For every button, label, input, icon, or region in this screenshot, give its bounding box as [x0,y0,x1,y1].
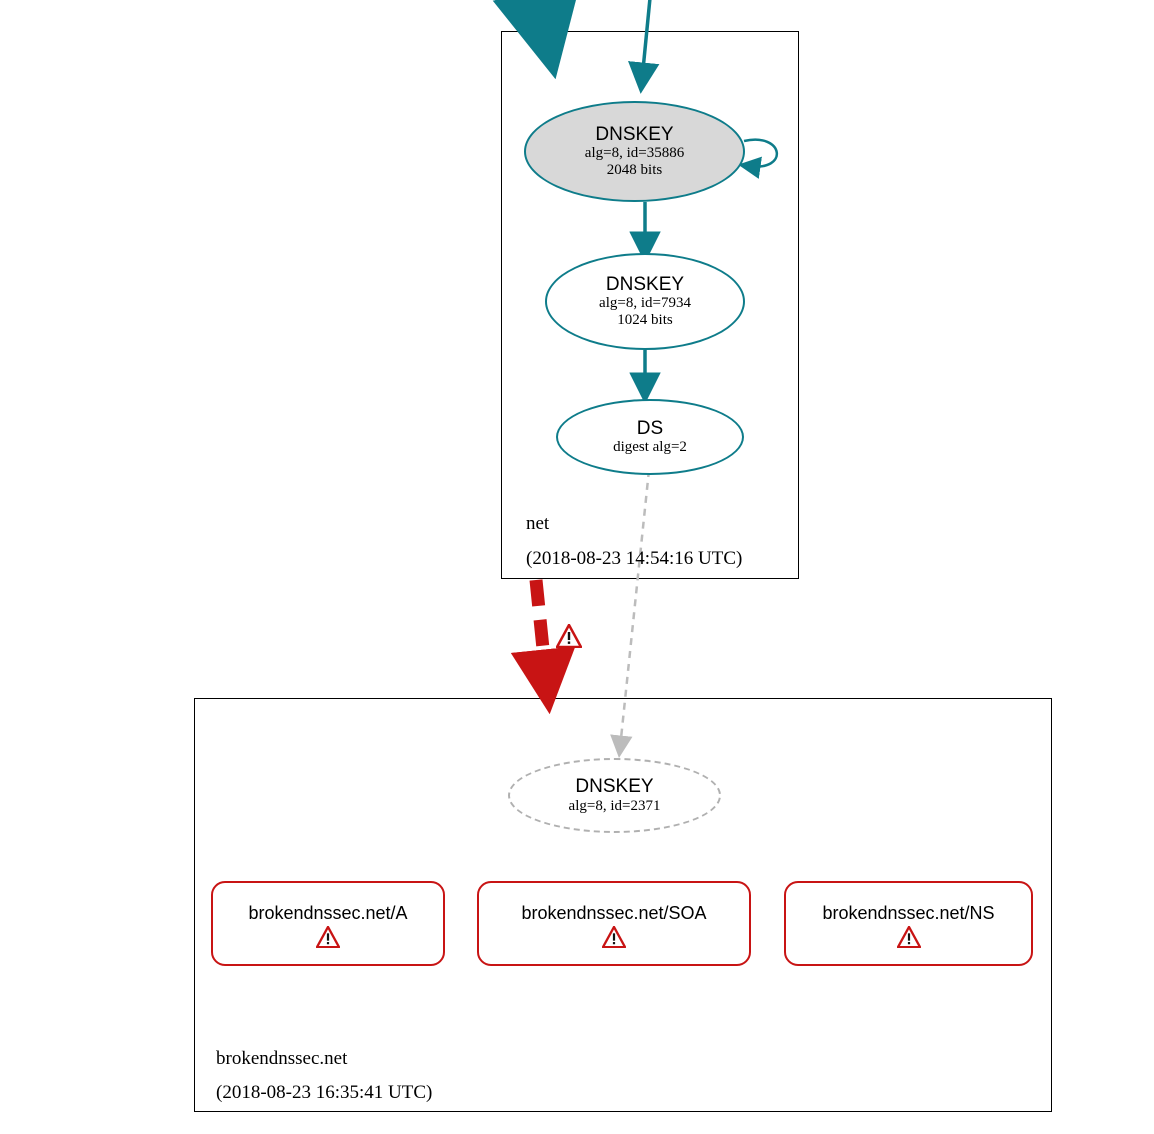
node-dnskey-ksk-net[interactable] [524,101,745,202]
node-subtitle-alg: alg=8, id=35886 [584,145,685,162]
zone-label-brokendnssec: brokendnssec.net [216,1048,348,1069]
node-subtitle-bits: 1024 bits [617,312,673,329]
warning-icon-soa [602,926,626,948]
warning-icon-a [316,926,340,948]
zone-label-net: net [526,513,550,534]
rrset-brokendnssec-soa[interactable] [477,881,751,966]
warning-icon-delegation [556,624,582,648]
node-title: DNSKEY [595,124,674,146]
node-title: DS [636,417,664,439]
node-ds-brokendnssec[interactable] [556,399,744,475]
node-subtitle-alg: alg=8, id=2371 [568,797,661,814]
node-title: DNSKEY [605,274,685,296]
node-subtitle-alg: alg=8, id=7934 [599,295,691,312]
node-subtitle-bits: 2048 bits [606,162,663,179]
warning-icon-ns [897,926,921,948]
zone-timestamp-net: (2018-08-23 14:54:16 UTC) [526,548,743,569]
rrset-label: brokendnssec.net/SOA [521,903,707,923]
node-subtitle-digest: digest alg=2 [613,439,687,456]
node-title: DNSKEY [575,776,654,798]
rrset-brokendnssec-a[interactable] [211,881,445,966]
node-dnskey-brokendnssec[interactable] [508,758,721,833]
rrset-label: brokendnssec.net/NS [822,903,995,923]
edge-net-to-brokendnssec-bogus [536,580,546,678]
zone-timestamp-brokendnssec: (2018-08-23 16:35:41 UTC) [216,1082,433,1103]
rrset-brokendnssec-ns[interactable] [784,881,1033,966]
node-dnskey-zsk-net[interactable] [545,253,745,350]
rrset-label: brokendnssec.net/A [248,903,408,923]
